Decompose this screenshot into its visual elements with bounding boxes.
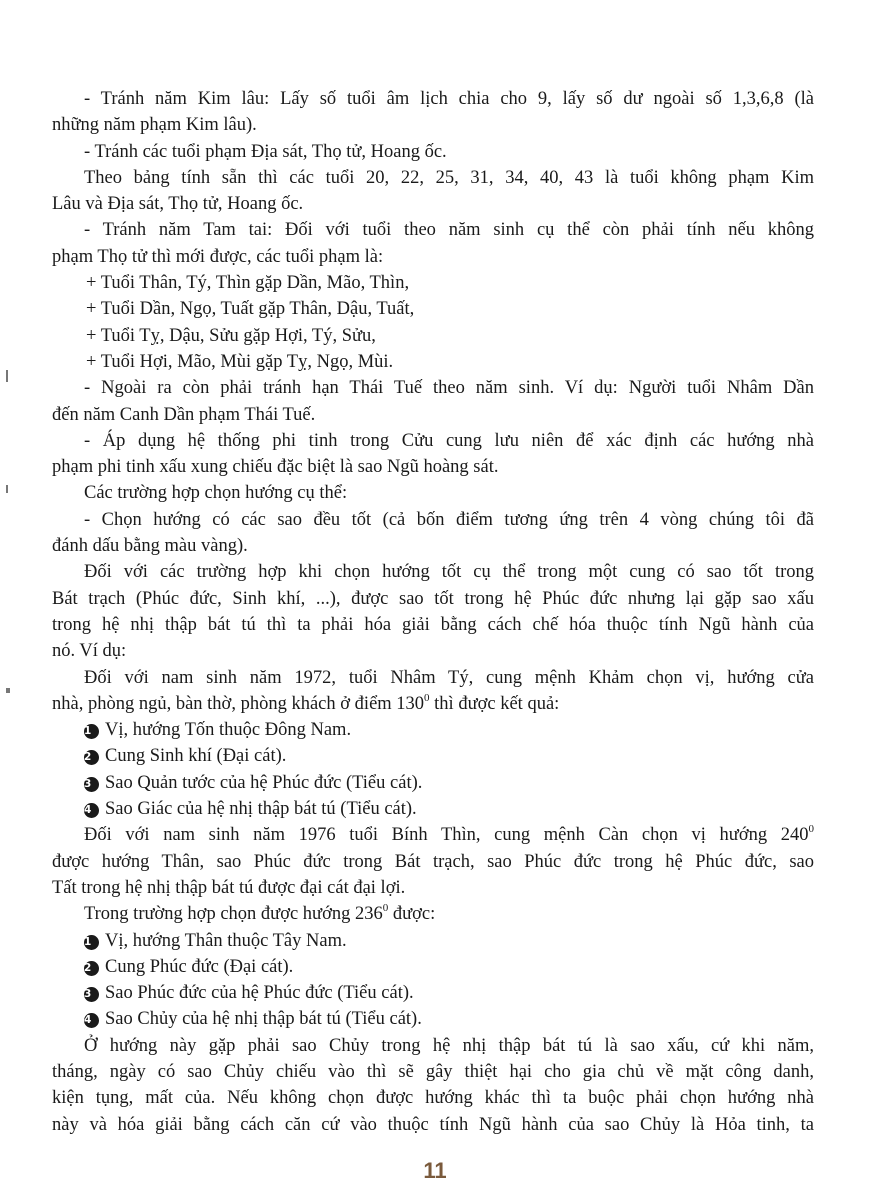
text-line: Lâu và Địa sát, Thọ tử, Hoang ốc. (52, 194, 304, 215)
page-number: 11 (423, 1158, 447, 1183)
bullet-text: Cung Sinh khí (Đại cát). (105, 746, 287, 767)
circled-number-1-icon: 1 (84, 935, 99, 950)
bullet-text: Sao Chủy của hệ nhị thập bát tú (Tiểu cát). (105, 1009, 422, 1030)
text-line: - Tránh các tuổi phạm Địa sát, Thọ tử, Hoang ốc. (84, 141, 447, 162)
text-line: Bát trạch (Phúc đức, Sinh khí, ...), được sao tốt trong hệ Phúc đức nhưng lại gặp sao xấu (52, 588, 814, 609)
bullet-item (52, 770, 814, 796)
text-line: đánh dấu bằng màu vàng). (52, 536, 248, 557)
text-line: + Tuổi Hợi, Mão, Mùi gặp Tỵ, Ngọ, Mùi. (86, 351, 394, 372)
bullet-item (52, 954, 814, 980)
text-line: + Tuổi Tỵ, Dậu, Sửu gặp Hợi, Tý, Sửu, (86, 325, 376, 346)
bullet-text: Vị, hướng Thân thuộc Tây Nam. (105, 930, 347, 951)
text-line: Đối với nam sinh năm 1972, tuổi Nhâm Tý, cung mệnh Khảm chọn vị, hướng cửa (84, 667, 814, 688)
text-line (52, 691, 814, 717)
text-line: Đối với các trường hợp khi chọn hướng tốt cụ thể trong một cung có sao tốt trong (84, 562, 814, 583)
bullet-item (52, 980, 814, 1006)
margin-mark (6, 688, 10, 693)
bullet-text: Sao Giác của hệ nhị thập bát tú (Tiểu cát). (105, 799, 417, 820)
circled-number-4-icon: 4 (84, 803, 99, 818)
text-line: Các trường hợp chọn hướng cụ thể: (84, 483, 348, 504)
text-line: - Ngoài ra còn phải tránh hạn Thái Tuế theo năm sinh. Ví dụ: Người tuổi Nhâm Dần (84, 378, 814, 399)
text-span: nhà, phòng ngủ, bàn thờ, phòng khách ở điểm 130 (52, 693, 425, 714)
text-line: Tất trong hệ nhị thập bát tú được đại cát đại lợi. (52, 877, 406, 898)
text-span: thì được kết quả: (429, 693, 560, 714)
text-line: kiện tụng, mất của. Nếu không chọn được hướng khác thì ta buộc phải chọn hướng nhà (52, 1088, 814, 1109)
text-line: được hướng Thân, sao Phúc đức trong Bát trạch, sao Phúc đức trong hệ Phúc đức, sao (52, 851, 814, 872)
text-line: trong hệ nhị thập bát tú thì ta phải hóa giải bằng cách chế hóa thuộc tính Ngũ hành của (52, 614, 814, 635)
text-line: đến năm Canh Dần phạm Thái Tuế. (52, 404, 316, 425)
bullet-item (52, 743, 814, 769)
bullet-text: Vị, hướng Tốn thuộc Đông Nam. (105, 720, 352, 741)
text-line: - Tránh năm Kim lâu: Lấy số tuổi âm lịch chia cho 9, lấy số dư ngoài số 1,3,6,8 (là (84, 89, 814, 109)
text-line: Ở hướng này gặp phải sao Chủy trong hệ nhị thập bát tú là sao xấu, cứ khi năm, (84, 1035, 814, 1056)
text-line: phạm Thọ tử thì mới được, các tuổi phạm là: (52, 246, 384, 267)
text-line: nó. Ví dụ: (52, 641, 127, 662)
text-line (52, 822, 814, 848)
text-line (52, 901, 814, 927)
circled-number-4-icon: 4 (84, 1013, 99, 1028)
bullet-text: Sao Phúc đức của hệ Phúc đức (Tiểu cát). (105, 983, 414, 1004)
margin-mark (6, 485, 8, 493)
bullet-text: Sao Quản tước của hệ Phúc đức (Tiểu cát). (105, 772, 423, 793)
bullet-text: Cung Phúc đức (Đại cát). (105, 956, 294, 977)
text-line: tháng, ngày có sao Chủy chiếu vào thì sẽ gây thiệt hại cho gia chủ về mặt công danh, (52, 1061, 814, 1082)
bullet-item (52, 928, 814, 954)
text-span: Đối với nam sinh năm 1976 tuổi Bính Thìn, cung mệnh Càn chọn vị hướng 240 (84, 825, 809, 846)
bullet-item (52, 717, 814, 743)
text-span: được: (388, 904, 436, 925)
superscript: 0 (424, 691, 430, 704)
text-line: những năm phạm Kim lâu). (52, 115, 257, 136)
text-line: Theo bảng tính sẵn thì các tuổi 20, 22, 25, 31, 34, 40, 43 là tuổi không phạm Kim (84, 167, 814, 188)
text-line: - Áp dụng hệ thống phi tinh trong Cửu cung lưu niên để xác định các hướng nhà (84, 430, 814, 451)
text-line: + Tuổi Dần, Ngọ, Tuất gặp Thân, Dậu, Tuất, (86, 299, 415, 320)
text-line: - Tránh năm Tam tai: Đối với tuổi theo năm sinh cụ thể còn phải tính nếu không (84, 220, 814, 241)
circled-number-2-icon: 2 (84, 961, 99, 976)
text-span: Trong trường hợp chọn được hướng 236 (84, 904, 383, 925)
page-body (52, 86, 814, 1138)
circled-number-3-icon: 3 (84, 777, 99, 792)
superscript: 0 (382, 902, 389, 915)
circled-number-3-icon: 3 (84, 987, 99, 1002)
superscript: 0 (808, 823, 814, 836)
bullet-item (52, 796, 814, 822)
text-line: này và hóa giải bằng cách căn cứ vào thuộc tính Ngũ hành của sao Chủy là Hỏa tinh, ta (52, 1114, 814, 1135)
text-line: phạm phi tinh xấu xung chiếu đặc biệt là sao Ngũ hoàng sát. (52, 457, 499, 478)
circled-number-1-icon: 1 (84, 724, 99, 739)
bullet-item (52, 1006, 814, 1032)
circled-number-2-icon: 2 (84, 750, 99, 765)
text-line: + Tuổi Thân, Tý, Thìn gặp Dần, Mão, Thìn, (86, 273, 410, 294)
text-line: - Chọn hướng có các sao đều tốt (cả bốn điểm tương ứng trên 4 vòng chúng tôi đã (84, 509, 814, 530)
margin-mark (6, 370, 8, 382)
